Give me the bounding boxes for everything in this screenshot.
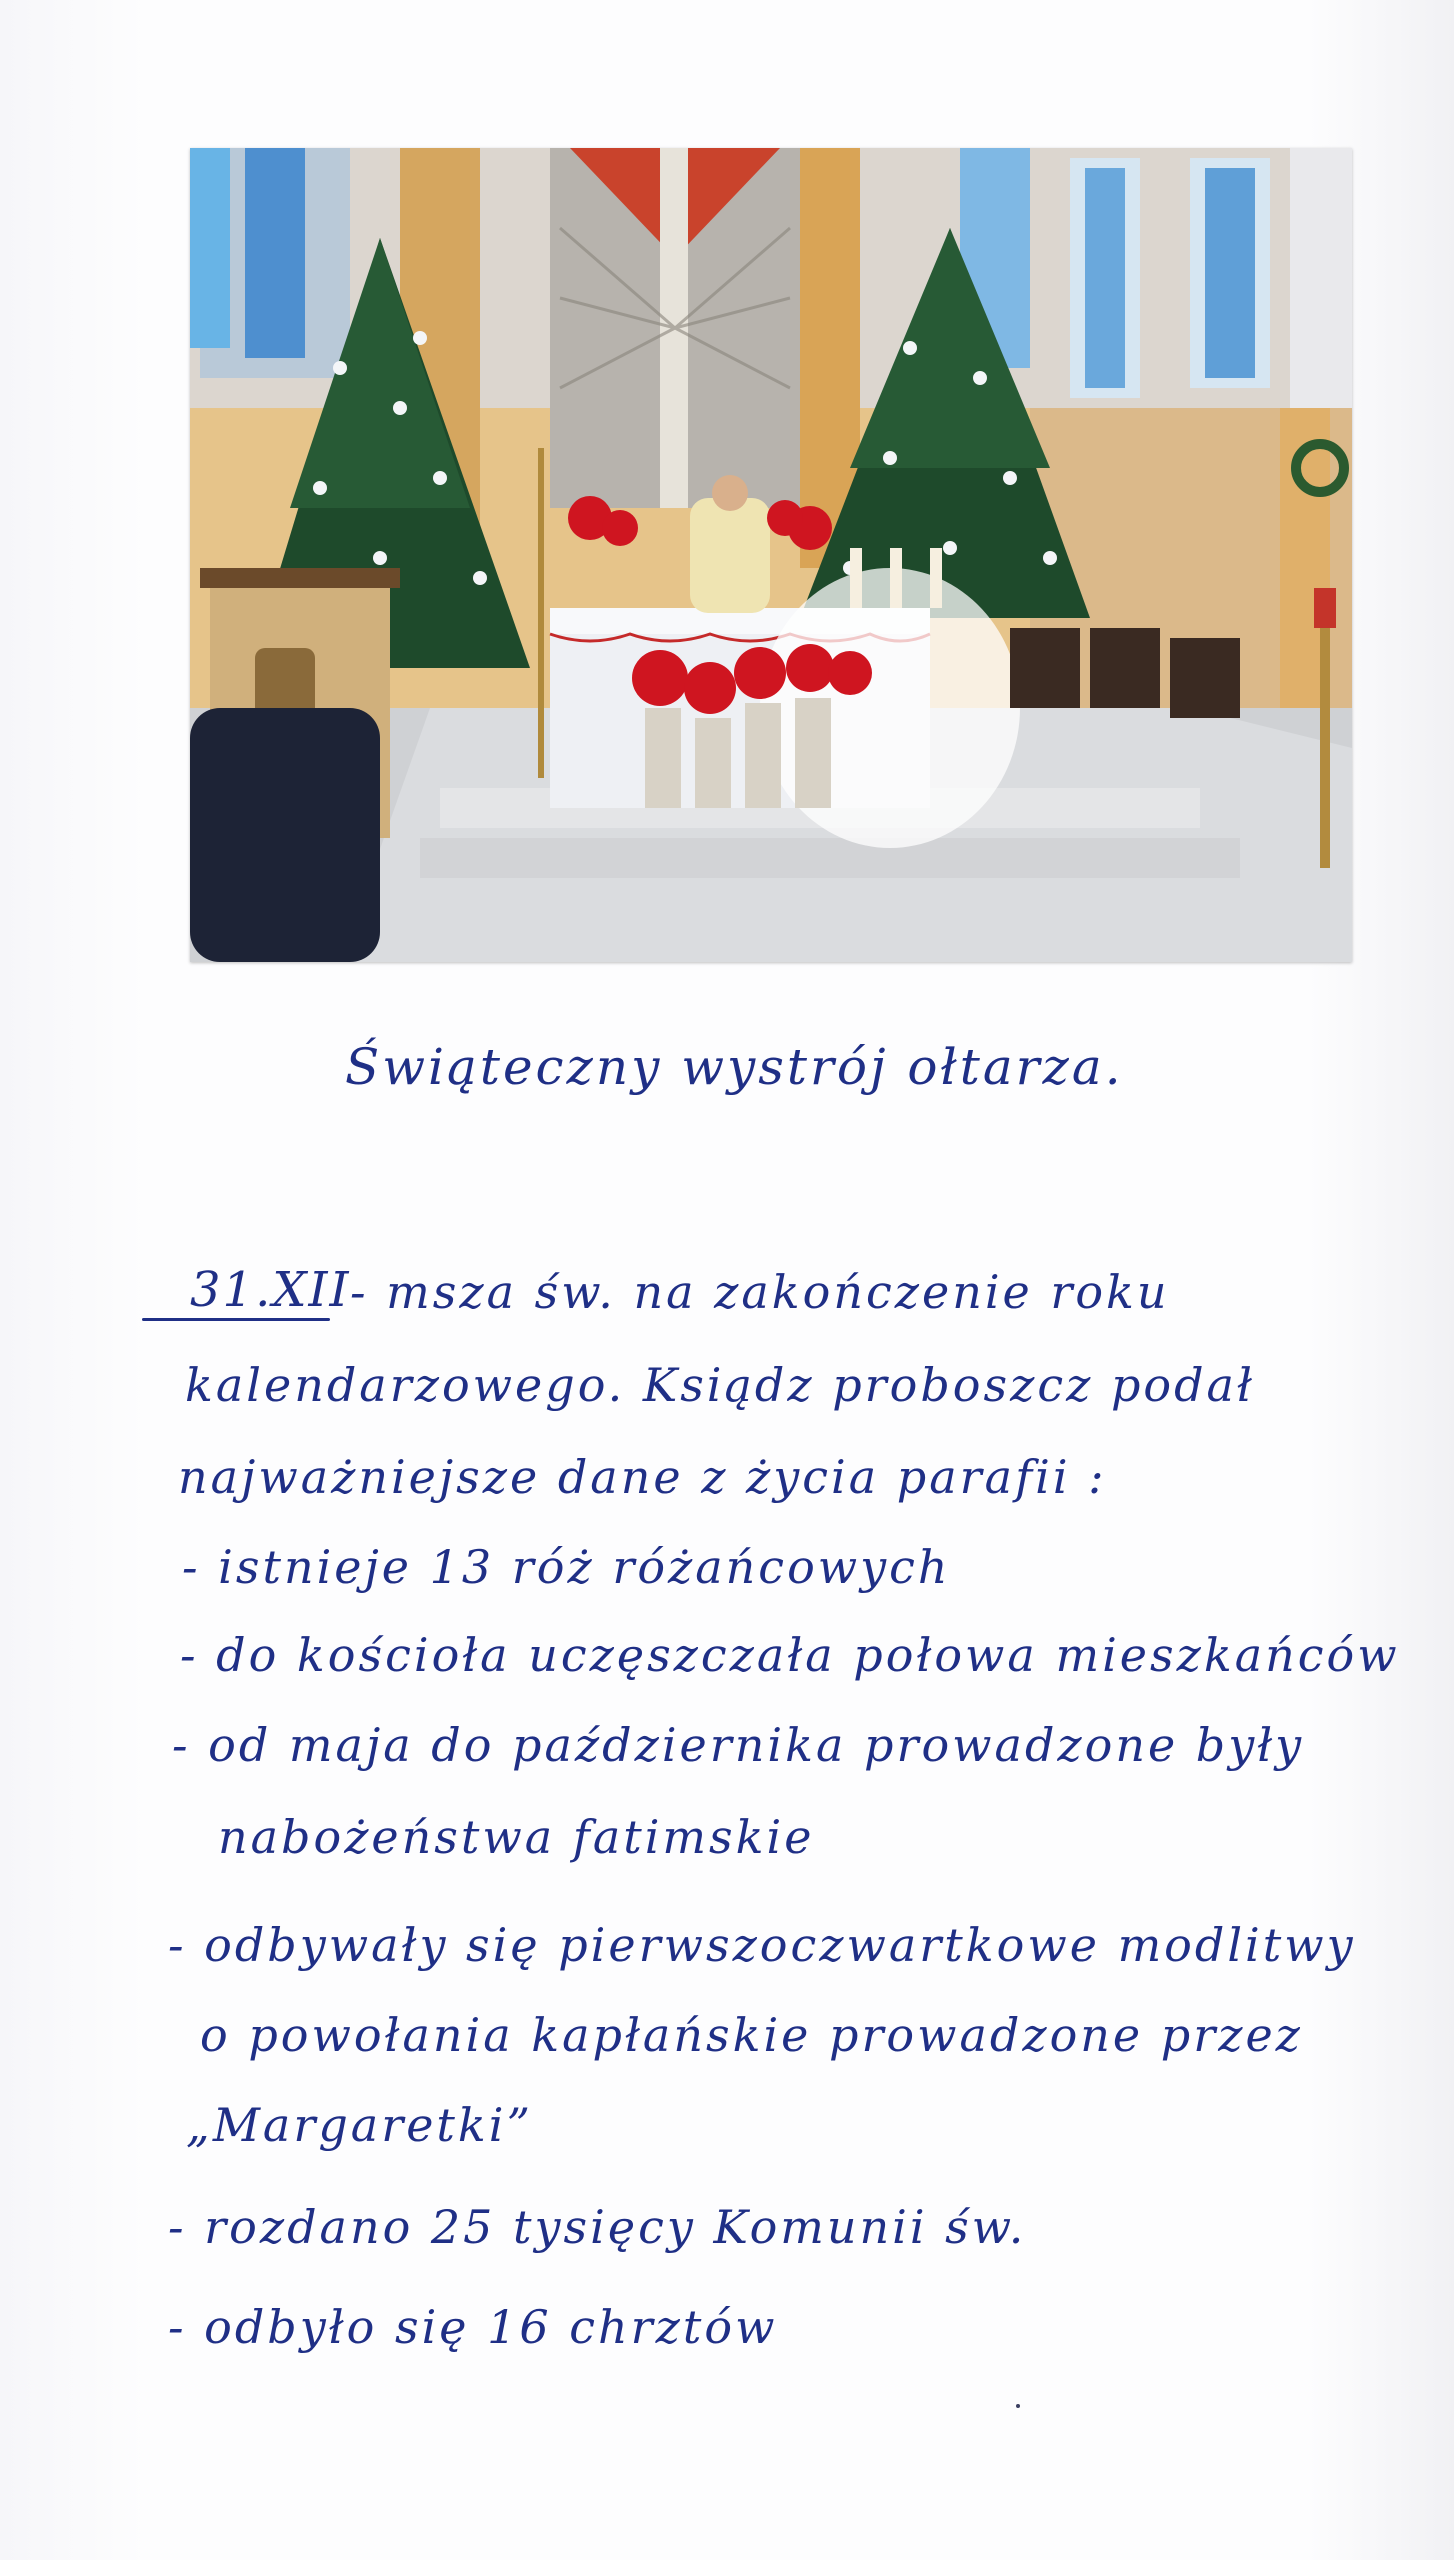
photo-caption: Świąteczny wystrój ołtarza. — [345, 1038, 1124, 1096]
entry-line: - msza św. na zakończenie roku — [350, 1265, 1170, 1319]
entry-line: najważniejsze dane z życia parafii : — [178, 1450, 1107, 1504]
altar-photo — [190, 148, 1352, 962]
entry-line: - odbywały się pierwszoczwartkowe modlitwy — [168, 1918, 1356, 1972]
entry-line: - odbyło się 16 chrztów — [168, 2300, 778, 2354]
entry-line: nabożeństwa fatimskie — [218, 1810, 815, 1864]
entry-line: „Margaretki” — [186, 2098, 534, 2152]
altar-photo-icon — [190, 148, 1352, 962]
entry-line: - rozdano 25 tysięcy Komunii św. — [168, 2200, 1027, 2254]
entry-line: - do kościoła uczęszczała połowa mieszkańców — [180, 1628, 1400, 1682]
date-underline — [142, 1318, 330, 1321]
entry-line: - od maja do października prowadzone były — [172, 1718, 1305, 1772]
entry-line: - istnieje 13 róż różańcowych — [182, 1540, 951, 1594]
entry-line: kalendarzowego. Ksiądz proboszcz podał — [185, 1358, 1255, 1412]
entry-line: o powołania kapłańskie prowadzone przez — [200, 2008, 1303, 2062]
entry-date: 31.XII — [190, 1262, 351, 1318]
ink-dot — [1016, 2404, 1020, 2408]
